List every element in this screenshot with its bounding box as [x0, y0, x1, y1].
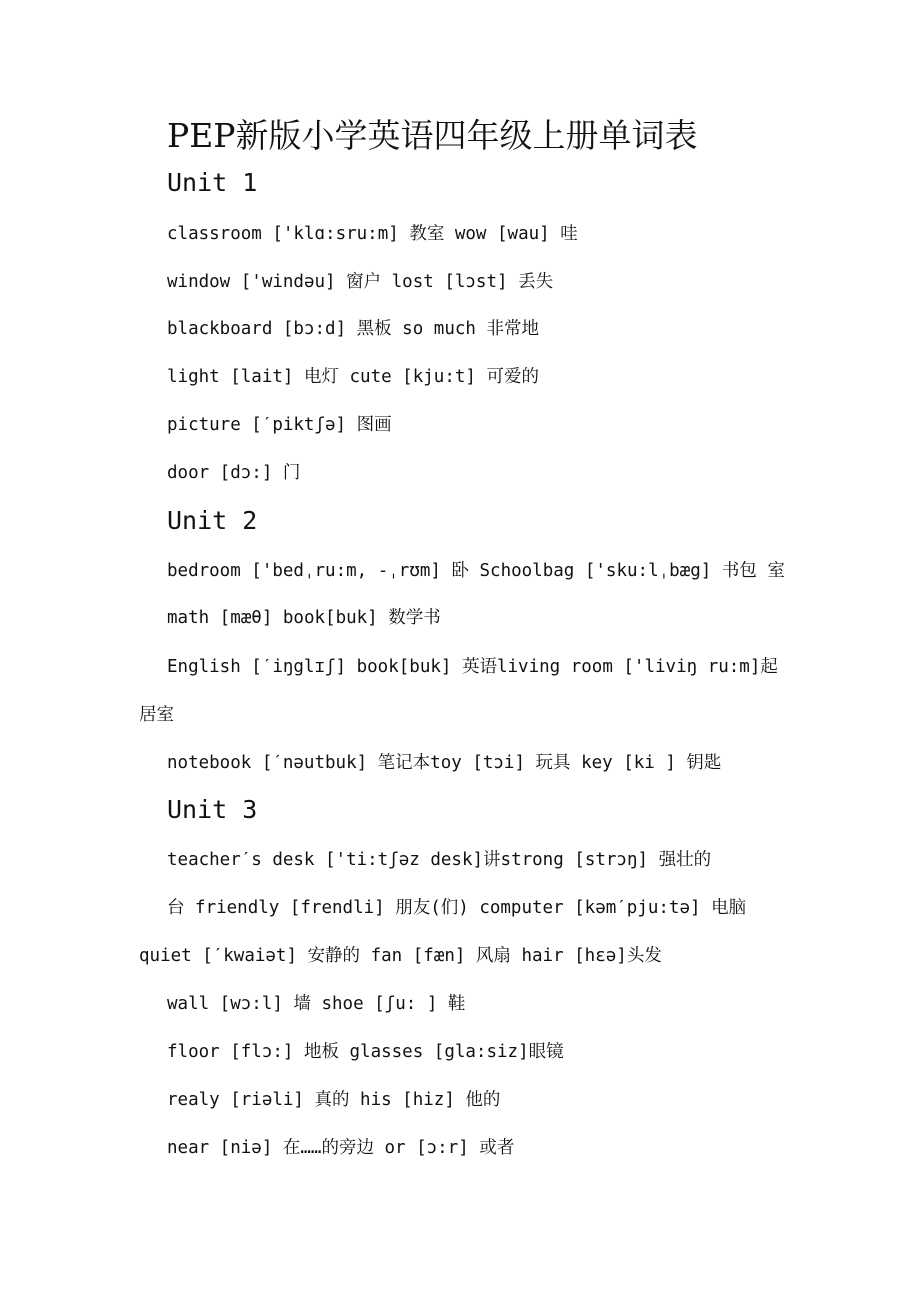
word-line: blackboard [bɔ:d] 黑板 so much 非常地: [167, 319, 539, 339]
unit-heading: Unit 3: [167, 795, 258, 824]
word-line: door [dɔ:] 门: [167, 463, 301, 483]
word-line: classroom ['klɑ:sru:m] 教室 wow [wau] 哇: [167, 224, 578, 244]
word-line: math [mæθ] book[buk] 数学书: [167, 608, 441, 628]
word-line: quiet [ˊkwaiət] 安静的 fan [fæn] 风扇 hair [hɛə]头发: [139, 946, 662, 966]
page-title: PEP新版小学英语四年级上册单词表: [167, 116, 698, 155]
word-line: light [lait] 电灯 cute [kju:t] 可爱的: [167, 367, 539, 387]
word-line: bedroom ['bedˌru:m, -ˌrʊm] 卧 Schoolbag ['sku:lˌbæg] 书包 室: [167, 561, 785, 581]
word-line: near [niə] 在……的旁边 or [ɔ:r] 或者: [167, 1138, 515, 1158]
word-line: realy [riəli] 真的 his [hiz] 他的: [167, 1090, 501, 1110]
unit-heading: Unit 1: [167, 168, 258, 197]
word-line: teacherˊs desk ['ti:tʃəz desk]讲strong [strɔŋ] 强壮的: [167, 850, 712, 870]
word-line: English [ˊiŋglɪʃ] book[buk] 英语living room ['liviŋ ru:m]起: [167, 657, 778, 677]
word-line: wall [wɔ:l] 墙 shoe [ʃu: ] 鞋: [167, 994, 466, 1014]
word-line: floor [flɔ:] 地板 glasses [gla:siz]眼镜: [167, 1042, 564, 1062]
word-line: window ['windəu] 窗户 lost [lɔst] 丢失: [167, 272, 554, 292]
word-line: picture [ˊpiktʃə] 图画: [167, 415, 392, 435]
unit-heading: Unit 2: [167, 506, 258, 535]
word-line: notebook [ˊnəutbuk] 笔记本toy [tɔi] 玩具 key [ki ] 钥匙: [167, 753, 722, 773]
word-line: 台 friendly [frendli] 朋友(们) computer [kəmˊpju:tə] 电脑: [167, 898, 747, 918]
word-line: 居室: [139, 705, 174, 725]
